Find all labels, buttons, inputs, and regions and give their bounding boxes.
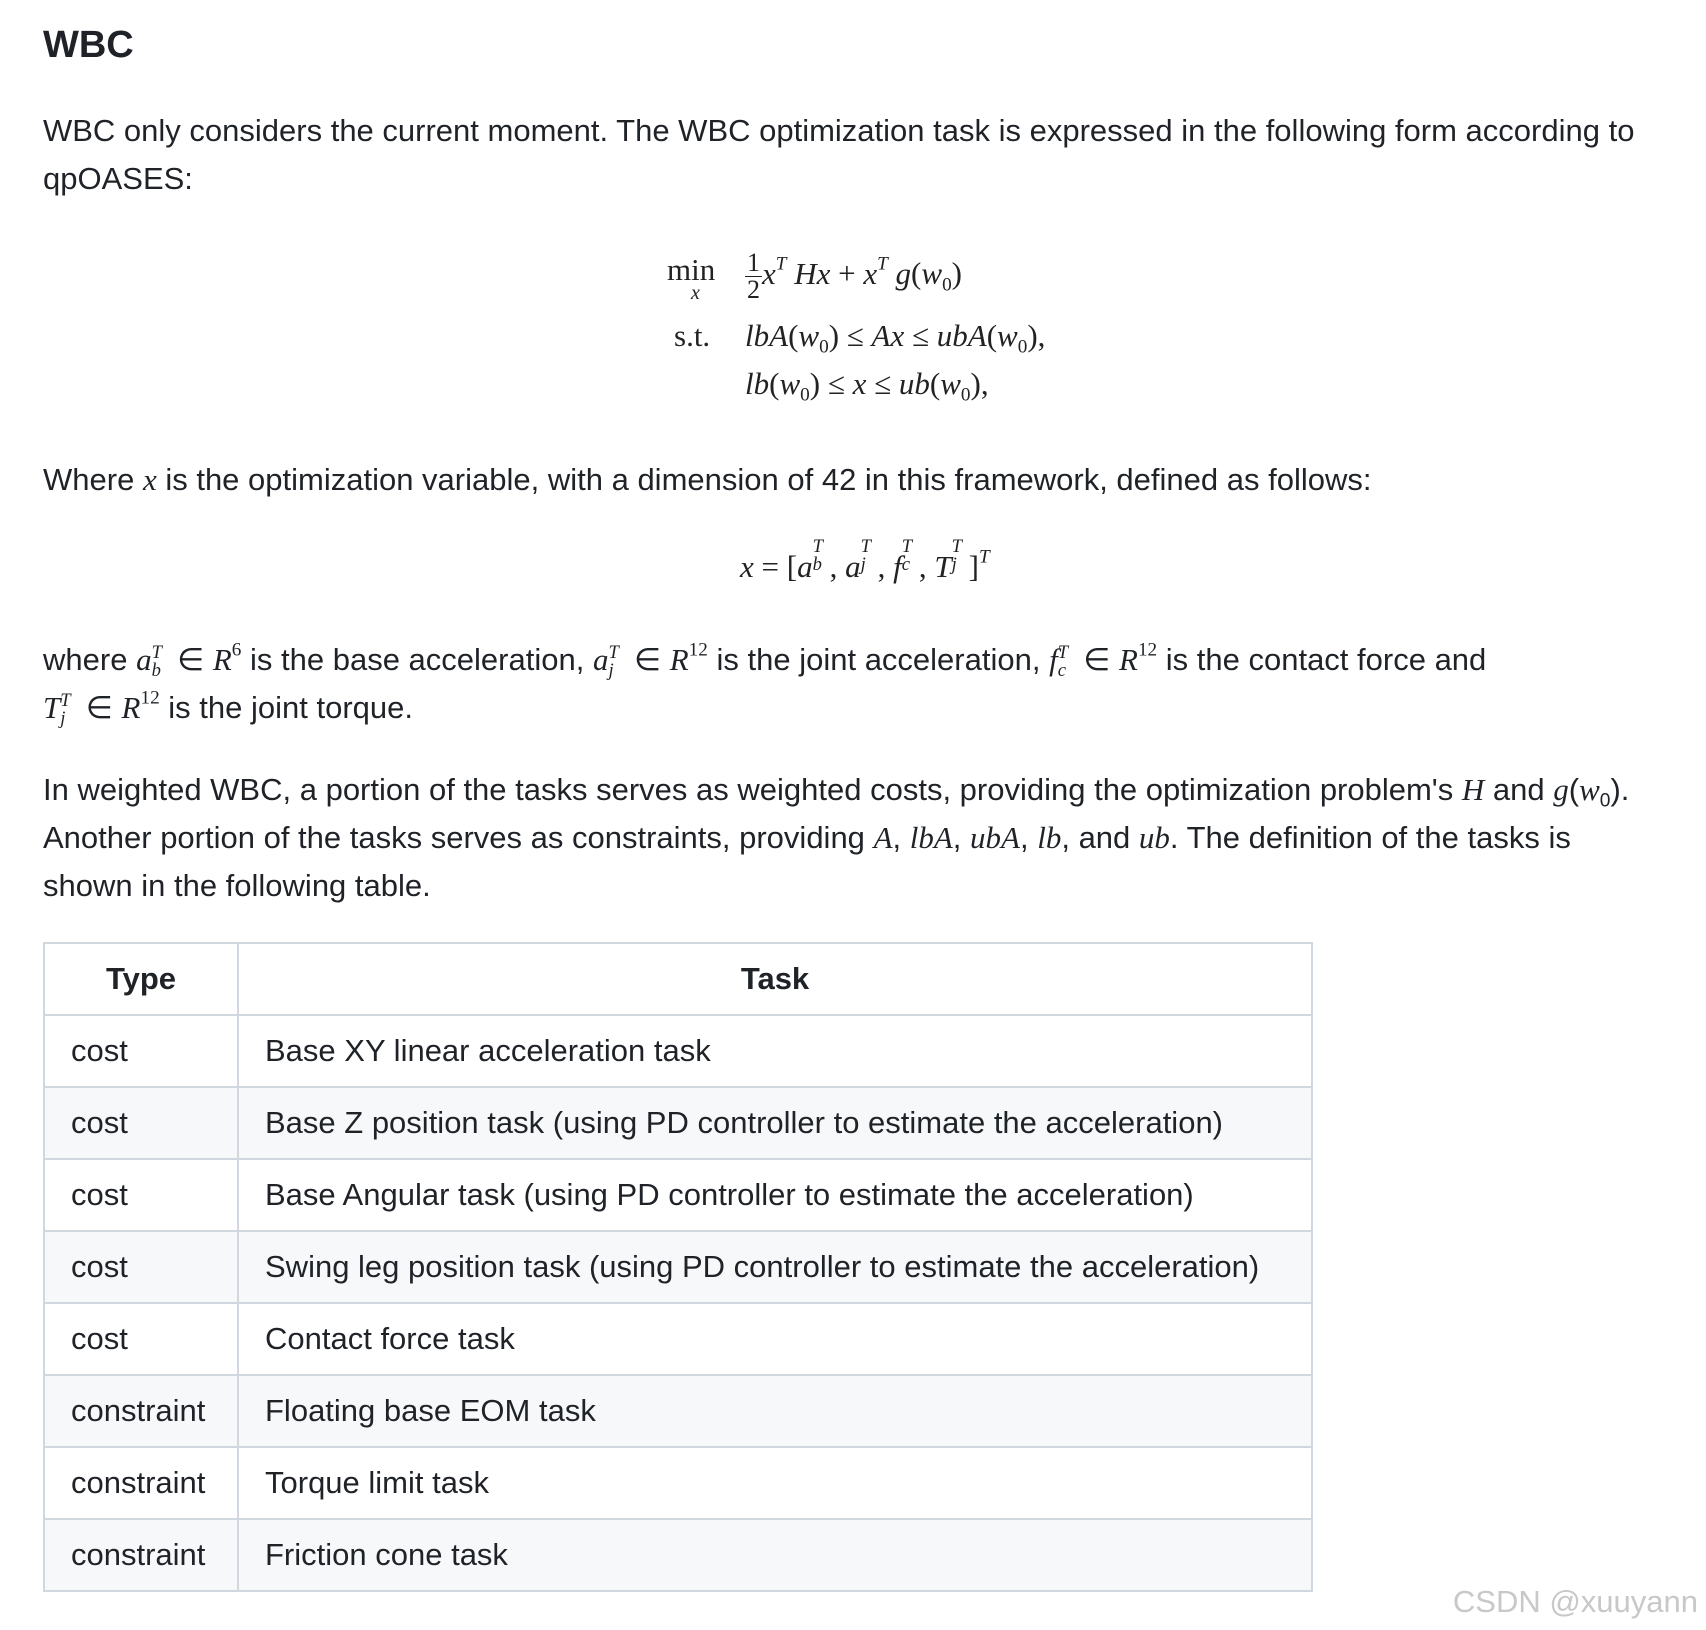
- row-type-cell: cost: [44, 1087, 238, 1159]
- qp-min: min: [667, 252, 716, 287]
- watermark: CSDN @xuuyann: [1452, 1584, 1698, 1619]
- where-vars-paragraph: where a T b ∈ $R^6$ is the base acceleration, a T j ∈ $R^{12}$ is the joint acceleration, f T c ∈ $R^{12}$ is the contact force and T T j ∈ $R^{12}$ is the joint torque.: [43, 639, 1487, 730]
- row-task-cell: Contact force task: [238, 1303, 1312, 1375]
- row-type-cell: cost: [44, 1159, 238, 1231]
- row-task-cell: Swing leg position task (using PD controller to estimate the acceleration): [238, 1231, 1312, 1303]
- row-task-cell: Floating base EOM task: [238, 1375, 1312, 1447]
- column-header-task: Task: [238, 943, 1312, 1015]
- x-definition-equation: x = [a T b , a T j , f T c , T T j ]$^T$: [740, 535, 990, 584]
- row-type-cell: constraint: [44, 1447, 238, 1519]
- table-row: [44, 1159, 1312, 1231]
- table-row: [44, 1447, 1312, 1519]
- row-type-cell: cost: [44, 1303, 238, 1375]
- section-heading: WBC: [43, 24, 134, 66]
- intro-paragraph: [43, 107, 1634, 203]
- row-type-cell: cost: [44, 1015, 238, 1087]
- row-task-cell: Torque limit task: [238, 1447, 1312, 1519]
- qp-min-subscript: x: [691, 282, 700, 304]
- intro-line-1: WBC only considers the current moment. The WBC optimization task is expressed in the following form according to: [43, 113, 1635, 148]
- table-row: [44, 1519, 1312, 1591]
- row-task-cell: Base Angular task (using PD controller to estimate the acceleration): [238, 1159, 1312, 1231]
- row-task-cell: Friction cone task: [238, 1519, 1312, 1591]
- where-x-paragraph: Where x is the optimization variable, with a dimension of 42 in this framework, defined as follows:: [43, 462, 1372, 497]
- table-row: [44, 1231, 1312, 1303]
- row-type-cell: constraint: [44, 1375, 238, 1447]
- task-table: [43, 942, 1313, 1592]
- row-task-cell: Base Z position task (using PD controller to estimate the acceleration): [238, 1087, 1312, 1159]
- intro-line-2: qpOASES:: [43, 161, 193, 196]
- table-row: [44, 1303, 1312, 1375]
- table-row: [44, 1087, 1312, 1159]
- weighted-paragraph: In weighted WBC, a portion of the tasks serves as weighted costs, providing the optimization problem's H and $g(w_0)$. Another portion of the tasks serves as constraints, providing A, lbA, ubA, lb, and ub. The definition of the tasks is shown in the following table.: [43, 772, 1630, 903]
- table-row: [44, 1015, 1312, 1087]
- column-header-type: Type: [44, 943, 238, 1015]
- qp-constraint-1: $lbA(w_0) \le Ax \le ubA(w_0)$,: [745, 318, 1046, 358]
- qp-st-label: s.t.: [674, 318, 711, 353]
- table-row: [44, 1375, 1312, 1447]
- qp-min-label: [667, 252, 716, 304]
- qp-objective: $\frac{1}{2}$ $x^T$ $Hx + x^T$ $g(w_0)$: [747, 248, 962, 304]
- table-header-row: [44, 943, 1312, 1015]
- qp-constraint-2: $lb(w_0) \le x \le ub(w_0)$,: [745, 366, 989, 406]
- row-type-cell: constraint: [44, 1519, 238, 1591]
- row-type-cell: cost: [44, 1231, 238, 1303]
- row-task-cell: Base XY linear acceleration task: [238, 1015, 1312, 1087]
